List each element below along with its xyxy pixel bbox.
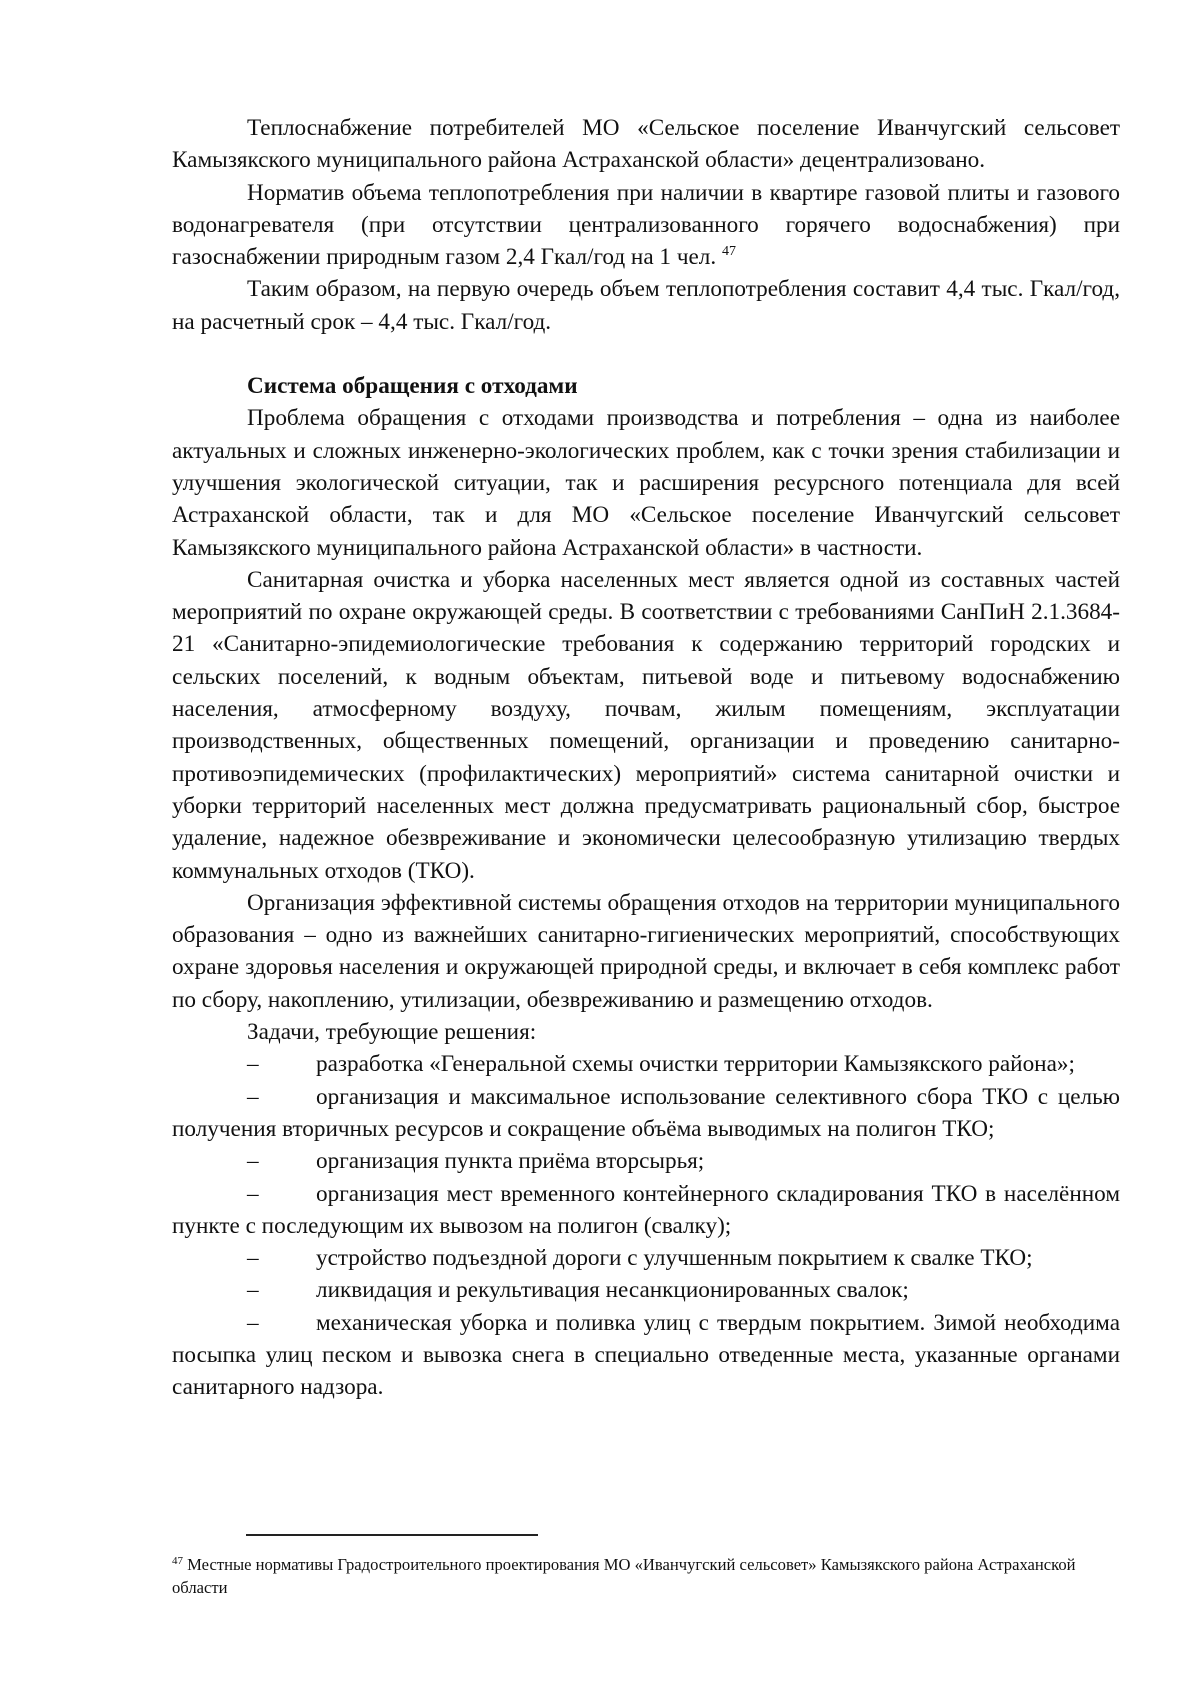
list-item <box>172 1178 1120 1243</box>
list-item <box>172 1242 1120 1274</box>
task-list <box>172 1048 1120 1403</box>
list-item-text: механическая уборка и поливка улиц с твердым покрытием. Зимой необходима посыпка улиц песком и вывозка снега в специально отведенные места, указанные органами санитарного надзора. <box>172 1309 1120 1401</box>
list-item <box>172 1048 1120 1080</box>
footnote <box>172 1553 1120 1599</box>
list-dash: – <box>247 1309 259 1336</box>
paragraph-text: Таким образом, на первую очередь объем теплопотребления составит 4,4 тыс. Гкал/год, на расчетный срок – 4,4 тыс. Гкал/год. <box>172 276 1120 335</box>
section-heading: Система обращения с отходами <box>247 373 578 400</box>
list-dash: – <box>247 1083 259 1110</box>
list-item <box>172 1145 1120 1177</box>
document-body <box>172 112 1120 1404</box>
footnote-number: 47 <box>172 1555 183 1567</box>
list-dash: – <box>247 1148 259 1175</box>
list-dash: – <box>247 1180 259 1207</box>
list-item-text: разработка «Генеральной схемы очистки территории Камызякского района»; <box>316 1051 1075 1078</box>
list-item <box>172 1081 1120 1146</box>
paragraph-tasks-intro: Задачи, требующие решения: <box>247 1019 537 1046</box>
list-item-text: организация и максимальное использование селективного сбора ТКО с целью получения вторичных ресурсов и сокращение объёма выводимых на полигон ТКО; <box>172 1083 1120 1142</box>
list-item <box>172 1274 1120 1306</box>
list-item-text: организация мест временного контейнерного складирования ТКО в населённом пункте с последующим их вывозом на полигон (свалку); <box>172 1180 1120 1239</box>
list-item-text: ликвидация и рекультивация несанкционированных свалок; <box>316 1277 909 1304</box>
list-item-text: устройство подъездной дороги с улучшенным покрытием к свалке ТКО; <box>316 1245 1033 1272</box>
paragraph-heat-norm <box>172 177 1120 274</box>
list-item-text: организация пункта приёма вторсырья; <box>316 1148 705 1175</box>
paragraph-waste-problem: Проблема обращения с отходами производства и потребления – одна из наиболее актуальных и сложных инженерно-экологических проблем, как с точки зрения стабилизации и улучшения экологической ситуации, так и расширения ресурсного потенциала для всей Астраханской области, так и для МО «Сельское поселение Иванчугский сельсовет Камызякского муниципального района Астраханской области» в частности. <box>172 405 1120 561</box>
paragraph-waste-system: Организация эффективной системы обращения отходов на территории муниципального образования – одно из важнейших санитарно-гигиенических мероприятий, способствующих охране здоровья населения и окружающей природной среды, и включает в себя комплекс работ по сбору, накоплению, утилизации, обезвреживанию и размещению отходов. <box>172 889 1120 1013</box>
paragraph-heat-volume <box>172 273 1120 338</box>
footnote-reference[interactable]: 47 <box>721 244 736 260</box>
paragraph-text: Норматив объема теплопотребления при наличии в квартире газовой плиты и газового водонагревателя (при отсутствии централизованного горячего водоснабжения) при газоснабжении природным газом 2,4 Гкал/год на 1 чел. <box>172 179 1120 271</box>
paragraph-text: Теплоснабжение потребителей МО «Сельское поселение Иванчугский сельсовет Камызякского муниципального района Астраханской области» децентрализовано. <box>172 115 1120 174</box>
footnote-text: Местные нормативы Градостроительного проектирования МО «Иванчугский сельсовет» Камызякского района Астраханской области <box>172 1555 1076 1597</box>
list-dash: – <box>247 1277 259 1304</box>
list-dash: – <box>247 1245 259 1272</box>
list-item <box>172 1307 1120 1404</box>
list-dash: – <box>247 1051 259 1078</box>
paragraph-sanitation: Санитарная очистка и уборка населенных мест является одной из составных частей мероприятий по охране окружающей среды. В соответствии с требованиями СанПиН 2.1.3684-21 «Санитарно-эпидемиологические требования к содержанию территорий городских и сельских поселений, к водным объектам, питьевой воде и питьевому водоснабжению населения, атмосферному воздуху, почвам, жилым помещениям, эксплуатации производственных, общественных помещений, организации и проведению санитарно-противоэпидемических (профилактических) мероприятий» система санитарной очистки и уборки территорий населенных мест должна предусматривать рациональный сбор, быстрое удаление, надежное обезвреживание и экономически целесообразную утилизацию твердых коммунальных отходов (ТКО). <box>172 566 1120 884</box>
footnote-separator <box>246 1534 538 1536</box>
paragraph-heat-supply <box>172 112 1120 177</box>
